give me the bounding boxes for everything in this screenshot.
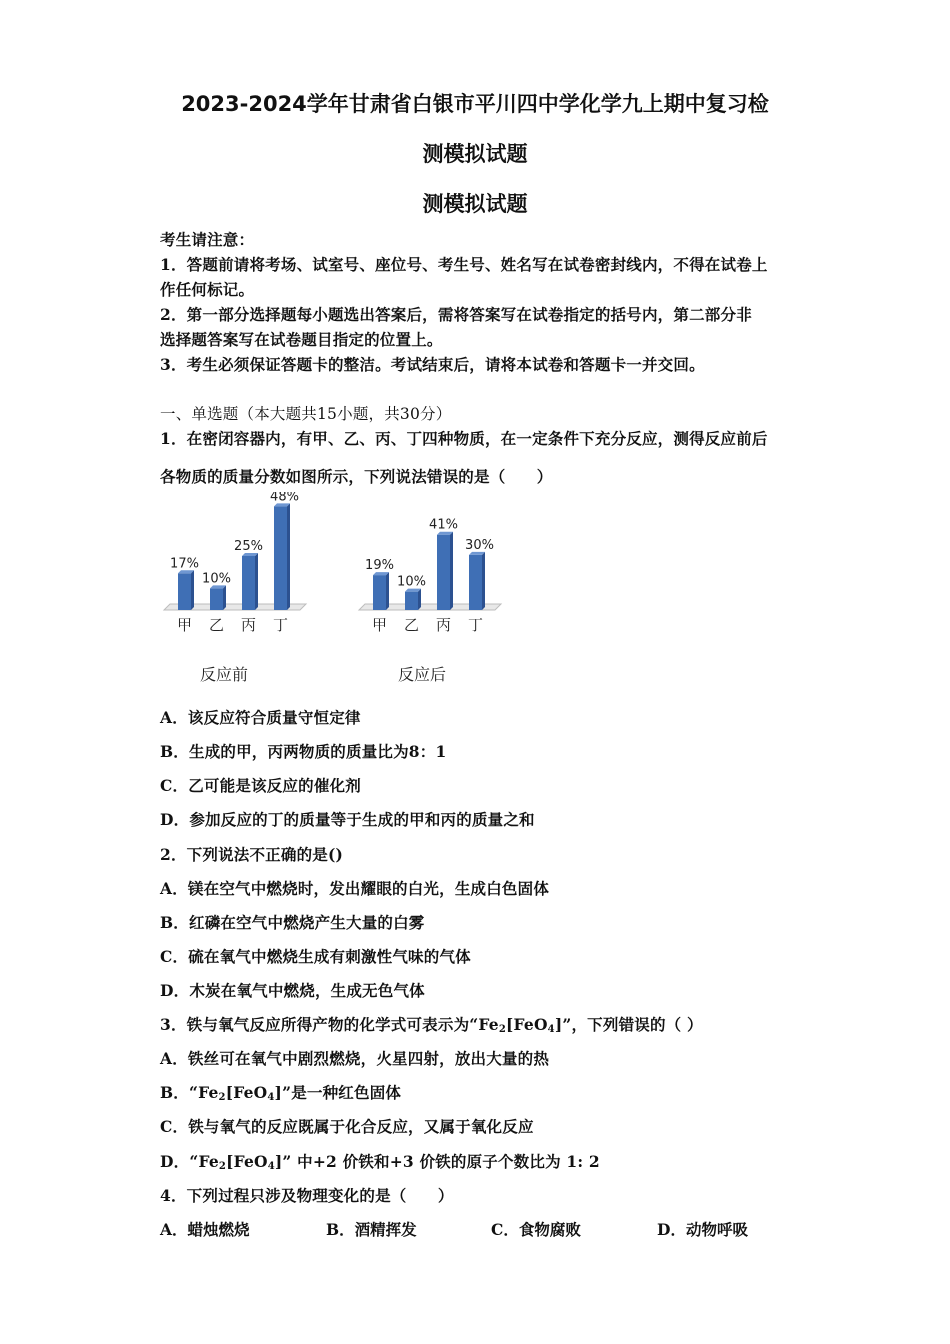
value-label-乙: 10% bbox=[397, 574, 426, 590]
q2-option-d: D．木炭在氧气中燃烧，生成无色气体 bbox=[160, 981, 425, 1000]
q4-option-c: C．食物腐败 bbox=[491, 1220, 581, 1239]
category-label-乙: 乙 bbox=[403, 616, 420, 632]
bar-side-丁 bbox=[287, 503, 290, 610]
q3-option-c: C．铁与氧气的反应既属于化合反应，又属于氧化反应 bbox=[160, 1117, 534, 1136]
value-label-丙: 25% bbox=[234, 539, 263, 554]
value-label-丙: 41% bbox=[429, 517, 458, 533]
q3-stem bbox=[160, 1013, 703, 1035]
chart-after-svg bbox=[355, 510, 505, 632]
bar-side-丁 bbox=[482, 552, 485, 610]
q3-d-sub2: 2 bbox=[218, 1161, 227, 1172]
category-label-甲: 甲 bbox=[371, 616, 388, 632]
value-label-甲: 19% bbox=[365, 558, 394, 574]
notice-item-2b: 选择题答案写在试卷题目指定的位置上。 bbox=[160, 330, 443, 349]
value-label-乙: 10% bbox=[202, 571, 231, 587]
notice-item-1b: 作任何标记。 bbox=[160, 280, 255, 299]
q3-d-post: ]” 中+2 价铁和+3 价铁的原子个数比为 1: 2 bbox=[274, 1152, 600, 1171]
q3-b-post: ]”是一种红色固体 bbox=[274, 1083, 402, 1102]
bar-side-乙 bbox=[223, 585, 226, 610]
q3-stem-sub4: 4 bbox=[547, 1024, 555, 1035]
bar-side-乙 bbox=[418, 589, 421, 610]
bar-side-甲 bbox=[191, 570, 194, 610]
chart-before bbox=[160, 492, 310, 632]
notice-item-2a: 2．第一部分选择题每小题选出答案后，需将答案写在试卷指定的括号内，第二部分非 bbox=[160, 305, 752, 324]
q2-stem: 2．下列说法不正确的是() bbox=[160, 845, 344, 864]
chart-after-caption: 反应后 bbox=[398, 665, 447, 684]
q4-option-b: B．酒精挥发 bbox=[326, 1220, 417, 1239]
bar-甲 bbox=[373, 575, 386, 610]
q4-stem: 4．下列过程只涉及物理变化的是（ ） bbox=[160, 1186, 454, 1205]
category-label-甲: 甲 bbox=[176, 616, 193, 632]
section1-heading: 一、单选题（本大题共15小题，共30分） bbox=[160, 405, 452, 423]
chart-before-svg bbox=[160, 492, 310, 632]
category-label-乙: 乙 bbox=[208, 616, 225, 632]
q2-option-b: B．红磷在空气中燃烧产生大量的白雾 bbox=[160, 913, 425, 932]
category-label-丁: 丁 bbox=[272, 616, 289, 632]
bar-甲 bbox=[178, 573, 191, 610]
exam-title-line3: 测模拟试题 bbox=[422, 192, 528, 216]
chart-before-caption: 反应前 bbox=[200, 665, 249, 684]
exam-title-line2: 测模拟试题 bbox=[422, 142, 528, 166]
q3-stem-mid: [FeO bbox=[506, 1015, 548, 1034]
category-label-丁: 丁 bbox=[467, 616, 484, 632]
q3-stem-post: ]”，下列错误的（ ） bbox=[554, 1015, 703, 1034]
q3-d-pre: D．“Fe bbox=[160, 1152, 219, 1171]
q3-d-sub4: 4 bbox=[267, 1161, 275, 1172]
category-label-丙: 丙 bbox=[240, 616, 257, 632]
bar-丙 bbox=[437, 535, 450, 610]
notice-heading: 考生请注意： bbox=[160, 230, 255, 249]
q3-b-sub2: 2 bbox=[218, 1092, 226, 1103]
q1-option-a: A．该反应符合质量守恒定律 bbox=[160, 708, 361, 727]
q3-b-mid: [FeO bbox=[225, 1083, 268, 1102]
bar-side-甲 bbox=[386, 572, 389, 610]
bar-乙 bbox=[405, 592, 418, 610]
exam-title-line1: 2023-2024学年甘肃省白银市平川四中学化学九上期中复习检 bbox=[181, 92, 769, 116]
q3-b-sub4: 4 bbox=[267, 1092, 275, 1103]
value-label-丁: 30% bbox=[465, 537, 494, 553]
q3-option-b bbox=[160, 1081, 401, 1103]
q1-stem-a: 1．在密闭容器内，有甲、乙、丙、丁四种物质，在一定条件下充分反应，测得反应前后 bbox=[160, 429, 768, 448]
notice-item-3: 3．考生必须保证答题卡的整洁。考试结束后，请将本试卷和答题卡一并交回。 bbox=[160, 355, 705, 374]
bar-丁 bbox=[274, 506, 287, 610]
bar-丁 bbox=[469, 555, 482, 610]
value-label-甲: 17% bbox=[170, 556, 199, 572]
q3-option-d bbox=[160, 1150, 600, 1172]
notice-item-1a: 1．答题前请将考场、试室号、座位号、考生号、姓名写在试卷密封线内，不得在试卷上 bbox=[160, 255, 768, 274]
q3-option-a: A．铁丝可在氧气中剧烈燃烧，火星四射，放出大量的热 bbox=[160, 1049, 550, 1068]
q1-option-c: C．乙可能是该反应的催化剂 bbox=[160, 776, 361, 795]
bar-丙 bbox=[242, 556, 255, 610]
q3-stem-pre: 3．铁与氧气反应所得产物的化学式可表示为“Fe bbox=[160, 1015, 499, 1034]
q3-d-mid: [FeO bbox=[226, 1152, 268, 1171]
q1-option-b: B．生成的甲，丙两物质的质量比为8：1 bbox=[160, 742, 447, 761]
q4-option-d: D．动物呼吸 bbox=[657, 1220, 748, 1239]
bar-乙 bbox=[210, 588, 223, 610]
q3-b-pre: B．“Fe bbox=[160, 1083, 219, 1102]
q1-stem-b: 各物质的质量分数如图所示，下列说法错误的是（ ） bbox=[160, 467, 553, 486]
q1-option-d: D．参加反应的丁的质量等于生成的甲和丙的质量之和 bbox=[160, 810, 535, 829]
value-label-丁: 48% bbox=[270, 492, 299, 505]
q3-stem-sub2: 2 bbox=[498, 1024, 506, 1035]
q4-option-a: A．蜡烛燃烧 bbox=[160, 1220, 250, 1239]
bar-side-丙 bbox=[255, 553, 258, 610]
chart-after bbox=[355, 510, 505, 632]
category-label-丙: 丙 bbox=[435, 616, 452, 632]
bar-side-丙 bbox=[450, 532, 453, 610]
q2-option-c: C．硫在氧气中燃烧生成有刺激性气味的气体 bbox=[160, 947, 471, 966]
q2-option-a: A．镁在空气中燃烧时，发出耀眼的白光，生成白色固体 bbox=[160, 879, 550, 898]
